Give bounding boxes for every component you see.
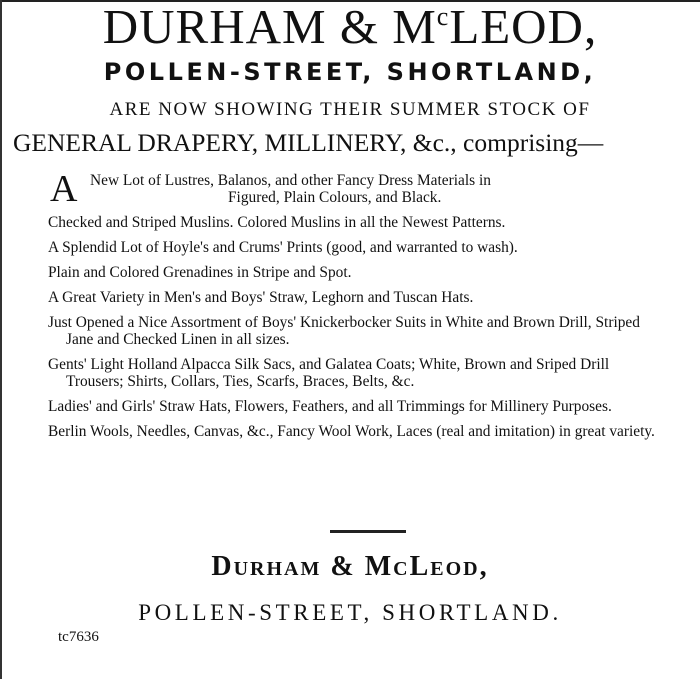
address-heading: POLLEN-STREET, SHORTLAND,: [103, 58, 597, 86]
list-item: Ladies' and Girls' Straw Hats, Flowers, Feathers, and all Trimmings for Millinery Purposes.: [48, 398, 612, 415]
drop-cap: A: [50, 168, 78, 210]
list-item: Plain and Colored Grenadines in Stripe and Spot.: [48, 264, 352, 281]
list-item: Gents' Light Holland Alpacca Silk Sacs, and Galatea Coats; White, Brown and Sriped Drill Trousers; Shirts, Collars, Ties, Scarfs, Braces, Belts, &c.: [48, 356, 610, 390]
list-item-line: New Lot of Lustres, Balanos, and other Fancy Dress Materials in: [90, 172, 491, 189]
list-item: Checked and Striped Muslins. Colored Muslins in all the Newest Patterns.: [48, 214, 506, 231]
firm-name-superscript: c: [436, 2, 450, 31]
announcement-line: ARE NOW SHOWING THEIR SUMMER STOCK OF: [109, 99, 591, 120]
footer-firm-name: Durham & McLeod,: [211, 551, 489, 582]
list-item: [48, 168, 668, 210]
firm-name-heading: [0, 0, 700, 55]
firm-name-end: LEOD,: [449, 0, 598, 54]
firm-name-part: DURHAM & M: [102, 0, 437, 54]
list-item-line: Figured, Plain Colours, and Black.: [228, 189, 442, 206]
list-item: Berlin Wools, Needles, Canvas, &c., Fancy Wool Work, Laces (real and imitation) in great variety.: [48, 423, 655, 440]
list-item: Just Opened a Nice Assortment of Boys' Knickerbocker Suits in White and Brown Drill, Striped Jane and Checked Linen in all sizes.: [48, 314, 640, 348]
divider-rule: [330, 530, 406, 533]
list-item: A Splendid Lot of Hoyle's and Crums' Prints (good, and warranted to wash).: [48, 239, 518, 256]
stock-list: [48, 168, 668, 448]
categories-line: GENERAL DRAPERY, MILLINERY, &c., comprising—: [13, 128, 604, 157]
list-item: A Great Variety in Men's and Boys' Straw, Leghorn and Tuscan Hats.: [48, 289, 474, 306]
reference-code: tc7636: [58, 629, 99, 645]
footer-address: POLLEN-STREET, SHORTLAND.: [138, 600, 562, 625]
